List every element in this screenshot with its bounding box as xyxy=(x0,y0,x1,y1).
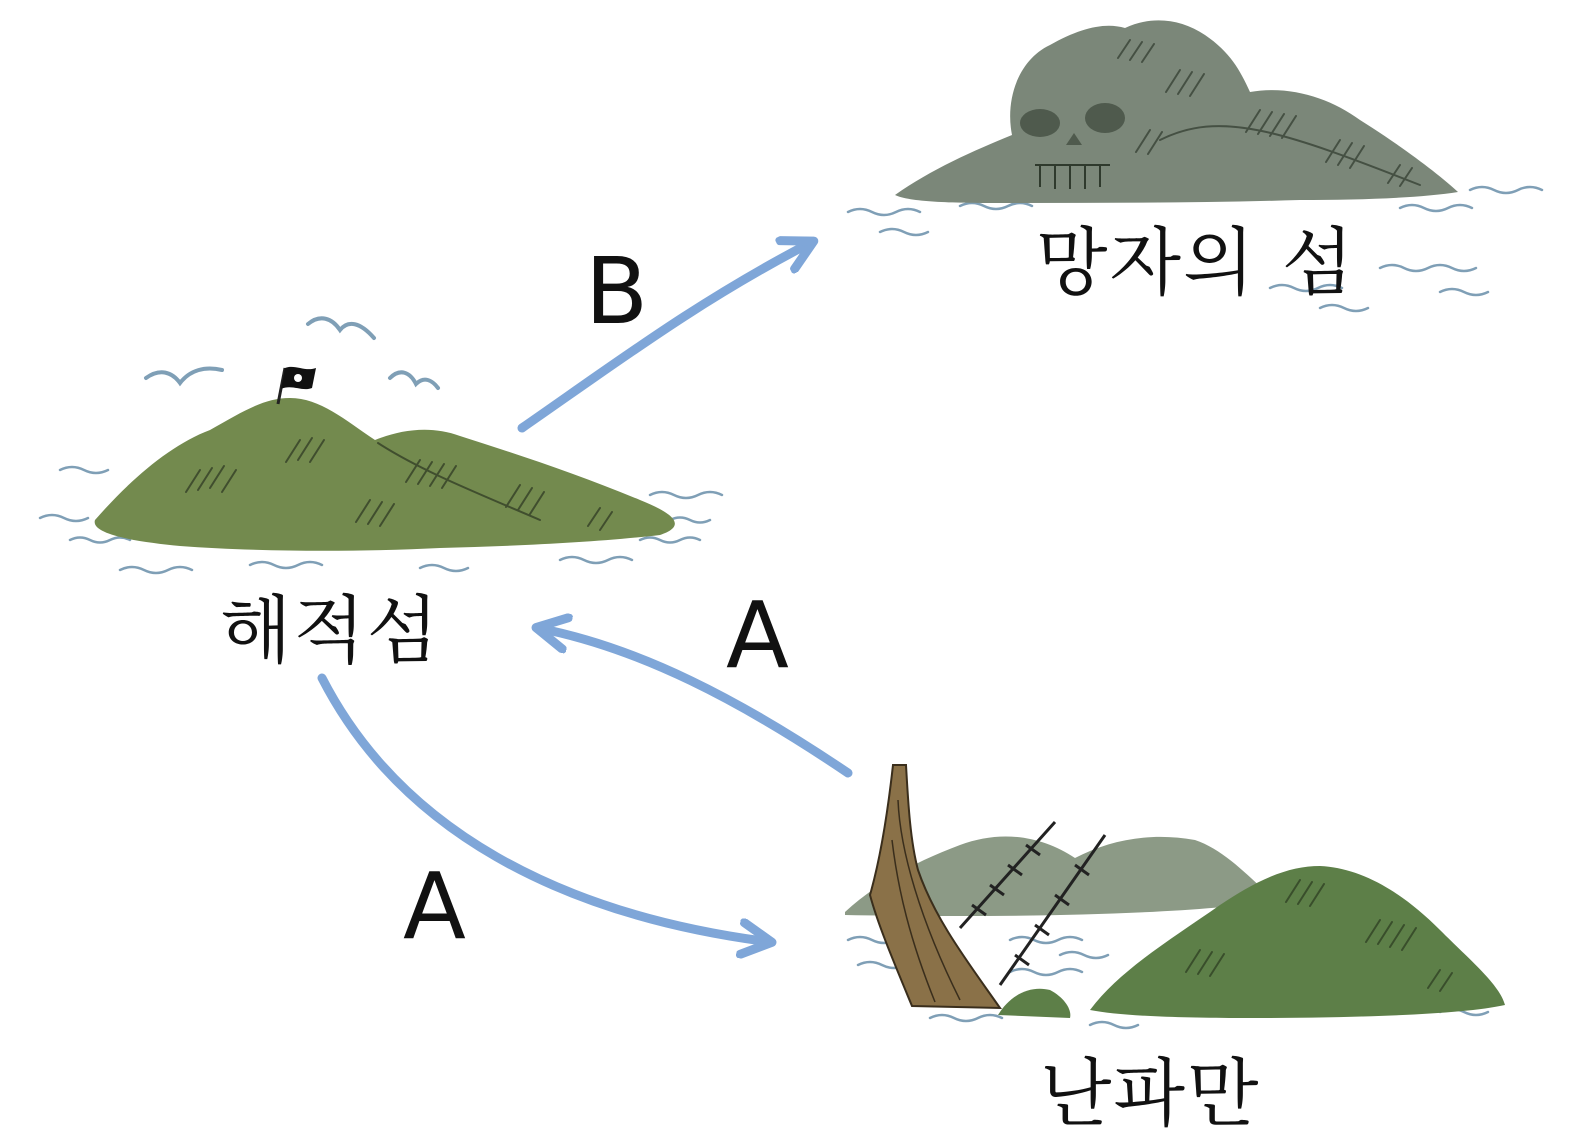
node-label-dead-island: 망자의 섬 xyxy=(1036,220,1356,306)
edge-label-b: B xyxy=(585,238,649,345)
arrow-a-pirate-to-bay xyxy=(322,678,770,942)
edge-label-a-upper: A xyxy=(726,582,789,689)
shipwreck-bay-illustration xyxy=(845,765,1505,1028)
node-label-shipwreck-bay: 난파만 xyxy=(1040,1051,1261,1137)
arrow-b-pirate-to-dead xyxy=(522,242,812,428)
node-label-pirate-island: 해적섬 xyxy=(220,588,441,674)
arrow-a-bay-to-pirate xyxy=(538,628,848,773)
skull-rock-shape xyxy=(895,20,1458,203)
pirate-island-shape xyxy=(95,398,675,551)
small-rock xyxy=(998,989,1070,1018)
edge-label-a-lower: A xyxy=(403,853,466,960)
